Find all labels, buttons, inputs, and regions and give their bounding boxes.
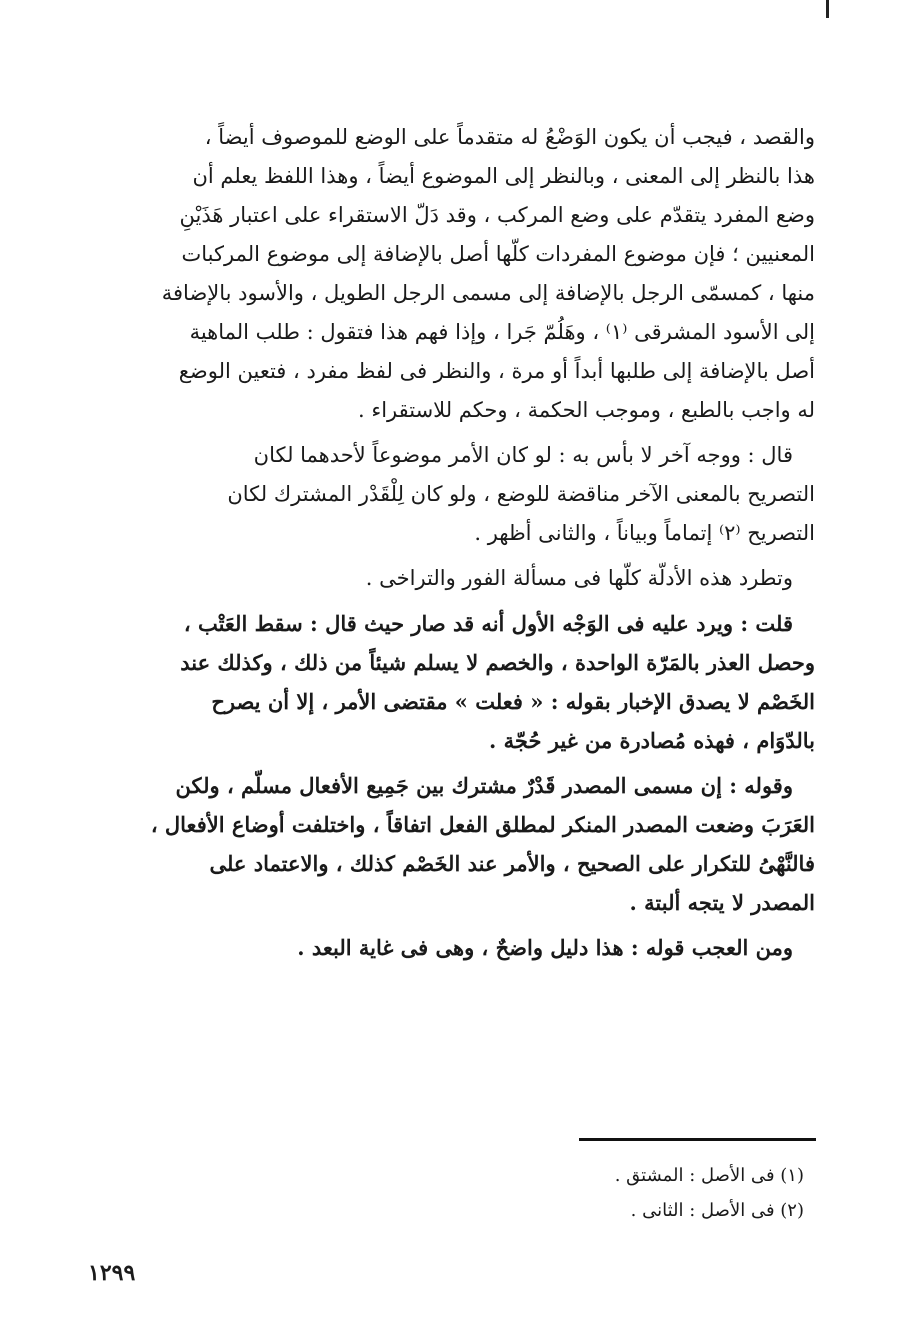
page-body [92, 118, 815, 967]
footnotes-divider [579, 1138, 816, 1141]
page-number: ١٢٩٩ [88, 1260, 136, 1286]
paragraph-2: قال : ووجه آخر لا بأس به : لو كان الأمر موضوعاً لأحدهما لكان التصريح بالمعنى الآخر مناقضة للوضع ، ولو كان لِلْقَدْر المشترك لكان التصريح ⁽٢⁾ إتماماً وبياناً ، والثانى أظهر . [227, 443, 815, 545]
paragraph-5: وقوله : إن مسمى المصدر قَدْرٌ مشترك بين جَمِيع الأفعال مسلّم ، ولكن العَرَبَ وضعت المصدر المنكر لمطلق الفعل اتفاقاً ، واختلفت أوضاع الأفعال ، فالنَّهْىُ للتكرار على الصحيح ، والأمر عند الخَصْم كذلك ، والاعتماد على المصدر لا يتجه ألبتة . [150, 773, 815, 915]
paragraph-4: قلت : ويرد عليه فى الوَجْه الأول أنه قد صار حيث قال : سقط العَتْب ، وحصل العذر بالمَرّة الواحدة ، والخصم لا يسلم شيئاً من ذلك ، وكذلك عند الخَصْم لا يصدق الإخبار بقوله : « فعلت » مقتضى الأمر ، إلا أن يصرح بالدّوَام ، فهذه مُصادرة من غير حُجّة . [180, 611, 815, 753]
footnote-2: (٢) فى الأصل : الثانى . [630, 1200, 804, 1221]
footnotes [304, 1158, 804, 1228]
page-corner-mark [826, 0, 829, 18]
paragraph-6: ومن العجب قوله : هذا دليل واضحٌ ، وهى فى غاية البعد . [297, 935, 793, 960]
footnote-1: (١) فى الأصل : المشتق . [614, 1165, 804, 1186]
paragraph-1: والقصد ، فيجب أن يكون الوَضْعُ له متقدماً على الوضع للموصوف أيضاً ، هذا بالنظر إلى المعنى ، وبالنظر إلى الموضوع أيضاً ، وهذا اللفظ يعلم أن وضع المفرد يتقدّم على وضع المركب ، وقد دَلّ الاستقراء على اعتبار هَذَيْنِ المعنيين ؛ فإن موضوع المفردات كلّها أصل بالإضافة إلى موضوع المركبات منها ، كمسمّى الرجل بالإضافة إلى مسمى الرجل الطويل ، والأسود بالإضافة إلى الأسود المشرقى ⁽١⁾ ، وهَلُمّ جَرا ، وإذا فهم هذا فتقول : طلب الماهية أصل بالإضافة إلى طلبها أبداً أو مرة ، والنظر فى لفظ مفرد ، فتعين الوضع له واجب بالطبع ، وموجب الحكمة ، وحكم للاستقراء . [161, 125, 815, 422]
paragraph-3: وتطرد هذه الأدلّة كلّها فى مسألة الفور والتراخى . [365, 566, 793, 590]
